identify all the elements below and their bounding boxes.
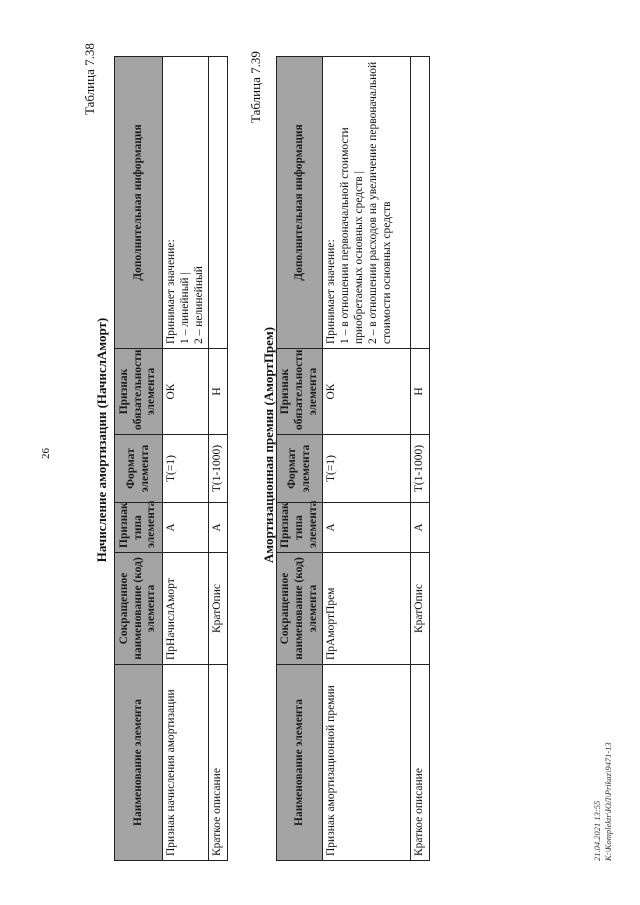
info-line: 2 – нелинейный — [192, 266, 205, 344]
info-line: Принимает значение: — [165, 239, 177, 344]
table-1-title: Начисление амортизации (НачислАморт) — [94, 317, 109, 563]
header-cell: Сокращенное наименование (код) элемента — [115, 553, 163, 665]
header-cell: Наименование элемента — [115, 665, 163, 861]
table-1 — [114, 56, 228, 861]
footer-path: К:\Komplektr\ЮЛ\Prikaz\9471-13 — [602, 742, 613, 861]
cell-name: Признак начисления амортизации — [163, 665, 209, 861]
cell-type: А — [323, 503, 411, 553]
header-cell: Сокращенное наименование (код) элемента — [277, 553, 323, 665]
cell-format: Т(1-1000) — [209, 435, 228, 503]
info-line: Принимает значение: — [325, 239, 338, 344]
header-cell: Формат элемента — [277, 435, 323, 503]
header-cell: Признак обязательности элемента — [277, 349, 323, 435]
cell-required: Н — [411, 349, 430, 435]
header-cell: Дополнительная информация — [277, 57, 323, 349]
cell-name: Признак амортизационной премии — [323, 665, 411, 861]
info-line: 2 – в отношении расходов на увеличение первоначальной стоимости основных средств — [366, 61, 393, 344]
table-header-row — [277, 57, 323, 861]
cell-code: КратОпис — [411, 553, 430, 665]
footer-stamp — [592, 742, 613, 861]
cell-info — [323, 57, 411, 349]
table-2-number: Таблица 7.39 — [248, 51, 263, 123]
cell-type: А — [163, 503, 209, 553]
footer-date: 21.04.2021 13:55 — [592, 800, 602, 861]
header-cell: Дополнительная информация — [115, 57, 163, 349]
table-row — [163, 57, 209, 861]
info-line: 1 – линейный | — [178, 272, 191, 344]
cell-required: ОК — [163, 349, 209, 435]
cell-format: Т(=1) — [163, 435, 209, 503]
cell-name: Краткое описание — [411, 665, 430, 861]
header-cell: Признак типа элемента — [277, 503, 323, 553]
table-2 — [276, 56, 430, 861]
cell-code: ПрНачислАморт — [163, 553, 209, 665]
header-cell: Признак типа элемента — [115, 503, 163, 553]
cell-type: А — [209, 503, 228, 553]
cell-info — [163, 57, 209, 349]
table-row — [411, 57, 430, 861]
table-row — [323, 57, 411, 861]
header-cell: Наименование элемента — [277, 665, 323, 861]
cell-info — [411, 57, 430, 349]
cell-name: Краткое описание — [209, 665, 228, 861]
header-cell: Формат элемента — [115, 435, 163, 503]
table-row — [209, 57, 228, 861]
cell-type: А — [411, 503, 430, 553]
cell-required: Н — [209, 349, 228, 435]
table-2-title: Амортизационная премия (АмортПрем) — [261, 326, 276, 564]
cell-code: ПрАмортПрем — [323, 553, 411, 665]
header-cell: Признак обязательности элемента — [115, 349, 163, 435]
table-1-number: Таблица 7.38 — [82, 43, 97, 115]
page-number: 26 — [40, 448, 52, 459]
table-header-row — [115, 57, 163, 861]
info-line: 1 – в отношении первоначальной стоимости приобретаемых основных средств | — [339, 127, 365, 344]
cell-format: Т(1-1000) — [411, 435, 430, 503]
cell-info — [209, 57, 228, 349]
cell-code: КратОпис — [209, 553, 228, 665]
cell-required: ОК — [323, 349, 411, 435]
cell-format: Т(=1) — [323, 435, 411, 503]
